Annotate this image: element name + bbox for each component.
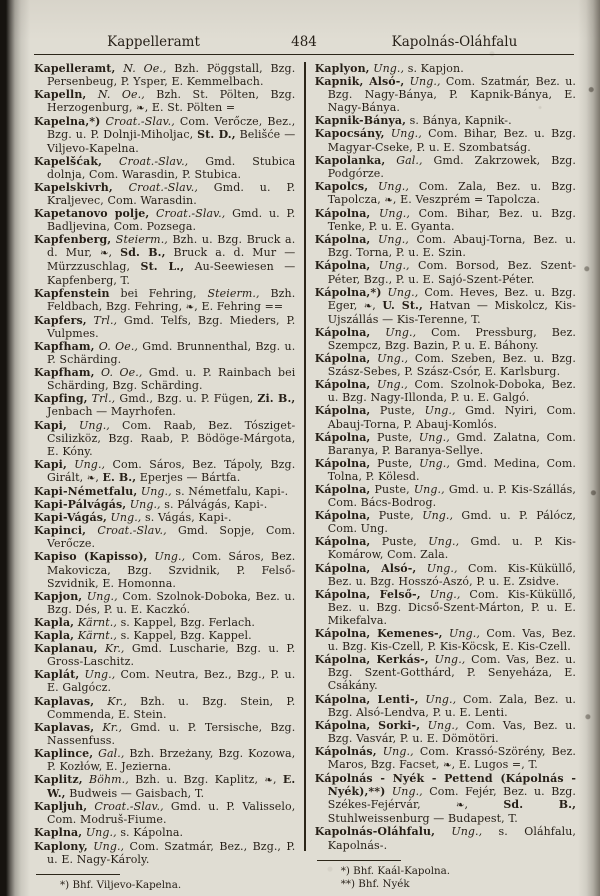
- entry-text-run: Ung.,: [413, 483, 445, 496]
- entry-text-run: s. Kapjon.: [404, 62, 464, 75]
- entry-text-run: Kaplyon,: [314, 62, 370, 75]
- gazetteer-entry: [315, 286, 576, 326]
- entry-text-run: Croat.-Slav.,: [102, 154, 189, 168]
- entry-text-run: Kapiso (Kapisso),: [34, 550, 148, 564]
- entry-text-run: Steierm.,: [111, 233, 168, 247]
- footnote: *) Bhf. Viljevo-Kapelna.: [60, 878, 182, 891]
- post-horn-icon: ❧: [456, 800, 465, 812]
- gazetteer-entry: [315, 378, 576, 404]
- entry-text-run: Ung.,: [369, 62, 405, 75]
- entry-text-run: N. Oe.,: [115, 62, 167, 75]
- gazetteer-entry: [315, 114, 576, 127]
- entry-text-run: Puste,: [370, 456, 420, 470]
- gazetteer-entry: [34, 524, 295, 550]
- entry-text-run: Com. Abauj-Torna, Bez. u. Bzg. Torna, P. u. E. Szin.: [327, 233, 577, 260]
- page-number: 484: [291, 34, 317, 50]
- entry-text-run: Ung.,: [376, 744, 414, 758]
- entry-text-run: Com. Krassó-Szörény, Bez. Maros, Bzg. Facset,: [327, 744, 577, 771]
- gazetteer-entry: [315, 562, 576, 588]
- entry-text-run: Bzh. Feldbach, Bzg. Fehring,: [47, 286, 296, 313]
- gazetteer-entry: [34, 498, 295, 511]
- gazetteer-entry: [34, 392, 295, 418]
- entry-text-run: Com. Szatmár, Bez. u. Bzg. Nagy-Bánya, P. Kapnik-Bánya, E. Nagy-Bánya.: [327, 75, 577, 115]
- entry-text-run: Kr.,: [94, 694, 127, 708]
- entry-text-run: , E. Fehring ==: [194, 299, 284, 313]
- entry-text-run: Kapla,: [34, 629, 75, 643]
- entry-text-run: Com. Vas, Bez. u. Bzg. Vasvár, P. u. E. Dömötöri.: [327, 718, 576, 745]
- entry-text-run: Ung.,: [368, 179, 409, 193]
- entry-text-run: Kapolanka,: [314, 153, 386, 167]
- entry-text-run: Puste,: [370, 509, 423, 523]
- entry-text-run: Kápolnás - Nyék - Pettend (Kápolnás - Nyék),**): [314, 772, 577, 799]
- entry-text-run: s. Vágás, Kapi-.: [141, 511, 232, 525]
- entry-text-run: Ung.,: [79, 668, 116, 682]
- entry-text-run: Gmd. u. P. Kraljevec, Com. Warasdin.: [47, 180, 296, 207]
- entry-text-run: Kápolna, Kerkás-,: [314, 653, 429, 667]
- entry-text-run: s. Pálvágás, Kapi-.: [160, 498, 268, 512]
- entry-text-run: Kr.,: [94, 720, 123, 734]
- entry-text-run: Eperjes — Bártfa.: [136, 470, 241, 484]
- gazetteer-entry: [315, 352, 576, 378]
- entry-text-run: Com. Zala, Bez. u. Bzg. Alsó-Lendva, P. u. E. Lenti.: [327, 692, 577, 719]
- entry-text-run: ,: [95, 470, 103, 484]
- post-horn-icon: ❧: [100, 248, 109, 260]
- entry-text-run: Kápolna,: [314, 509, 371, 523]
- entry-text-run: Budweis — Gaisbach, T.: [65, 787, 205, 801]
- entry-text-run: Ung.,: [418, 692, 457, 706]
- entry-text-run: Kapi-Pálvágás,: [34, 498, 127, 512]
- footnote: *) Bhf. Kaál-Kapolna.: [340, 864, 451, 877]
- entry-text-run: Ung.,: [106, 511, 142, 525]
- entry-text-run: O. Oe.,: [94, 366, 143, 380]
- entry-text-run: Bruck a. d. Mur — Mürzzuschlag,: [47, 246, 296, 274]
- entry-text-run: Gmd. u. P. Rainbach bei Schärding, Bzg. Schärding.: [47, 366, 296, 393]
- column-left: [34, 62, 296, 891]
- post-horn-icon: ❧: [363, 300, 373, 312]
- entry-text-run: ,: [464, 798, 504, 812]
- entry-text-run: Ung.,: [419, 456, 450, 470]
- entry-text-run: Ung.,: [137, 485, 172, 498]
- entry-text-run: Gmd. Luscharie, Bzg. u. P. Gross-Laschitz.: [47, 642, 296, 669]
- entry-text-run: Ung.,: [404, 75, 441, 89]
- gazetteer-entry: [34, 840, 295, 866]
- entry-text-run: Ung.,: [370, 259, 410, 273]
- entry-text-run: Ung.,: [428, 653, 466, 667]
- entry-text-run: ,: [108, 246, 121, 260]
- gazetteer-entry: [315, 404, 576, 430]
- gazetteer-entry: [34, 207, 295, 233]
- gazetteer-entry: [34, 458, 295, 485]
- entry-text-run: Steierm.,: [207, 286, 260, 300]
- gazetteer-entry: [34, 747, 295, 773]
- entry-text-run: Ung.,: [416, 561, 458, 575]
- entry-text-run: Gmd. u. P. Pálócz, Com. Ung.: [327, 509, 577, 536]
- gazetteer-entry: [34, 668, 295, 694]
- entry-text-run: Ung.,: [66, 418, 110, 432]
- entry-text-run: Kapelleramt,: [34, 62, 116, 75]
- gazetteer-entry: [315, 457, 576, 483]
- entry-text-run: Kapolcs,: [314, 179, 369, 193]
- entry-text-run: Kápolna, Alsó-,: [314, 561, 417, 575]
- entry-text-run: Bzh. Pöggstall, Bzg. Persenbeug, P. Ysper, E. Kemmelbach.: [47, 62, 296, 89]
- entry-text-run: Kärnt.,: [74, 629, 117, 643]
- entry-text-run: s. Oláhfalu, Kapolnás-.: [327, 825, 577, 852]
- entry-text-run: Bzh. u. Bzg. Kaplitz,: [128, 773, 265, 787]
- gazetteer-entry: [315, 62, 576, 75]
- entry-text-run: Ung.,: [82, 826, 117, 840]
- entry-text-run: Kapi-Németfalu,: [34, 485, 138, 498]
- gazetteer-entry: [34, 695, 295, 721]
- entry-text-run: Com. Szatmár, Bez., Bzg., P. u. E. Nagy-Károly.: [47, 839, 296, 866]
- entry-text-run: s. Németfalu, Kapi-.: [171, 485, 289, 498]
- entry-text-run: Ung.,: [370, 207, 410, 221]
- entry-text-run: Com. Verőcze, Bez., Bzg. u. P. Dolnji-Miholjac,: [47, 115, 296, 142]
- entry-text-run: Kapolnás-Oláhfalu,: [314, 825, 436, 839]
- entry-text-run: St. L.,: [140, 260, 185, 274]
- entry-text-run: Gmd., Bzg. u. P. Fügen,: [115, 392, 258, 406]
- entry-text-run: Puste,: [370, 430, 419, 444]
- post-horn-icon: ❧: [136, 103, 145, 115]
- column-right: [314, 62, 577, 890]
- entry-text-run: Gmd. Zakrzowek, Bzg. Podgórze.: [327, 153, 577, 180]
- entry-text-run: Gal.,: [93, 746, 125, 760]
- entry-text-run: Kaplince,: [34, 746, 94, 760]
- entry-text-run: Kápolnás,: [314, 744, 377, 758]
- gazetteer-entry: [315, 719, 576, 745]
- entry-text-run: U. St.,: [382, 298, 423, 312]
- entry-text-run: Gmd. Stubica dolnja, Com. Warasdin, P. Stubica.: [47, 154, 296, 181]
- entry-text-run: Kaplavas,: [34, 694, 95, 708]
- entry-text-run: Kápolna,: [314, 456, 371, 470]
- entry-text-run: Kapetanovo polje,: [34, 207, 150, 221]
- entry-text-run: Ung.,: [370, 352, 409, 366]
- entry-text-run: Kapnik-Bánya,: [314, 114, 407, 128]
- gazetteer-entry: [34, 721, 295, 747]
- entry-text-run: Com. Vas, Bez. u. Bzg. Szent-Gotthárd, P. Senyeháza, E. Csákány.: [327, 653, 577, 693]
- entry-text-run: Ung.,: [424, 404, 456, 418]
- entry-text-run: Ung.,: [420, 718, 459, 732]
- entry-text-run: Com. Sáros, Bez. Tápoly, Bzg. Girált,: [47, 457, 296, 484]
- entry-text-run: Gmd. Brunnenthal, Bzg. u. P. Schärding.: [47, 339, 296, 367]
- gazetteer-entry: [34, 340, 295, 366]
- gazetteer-entry: [34, 550, 295, 589]
- gazetteer-entry: [315, 75, 576, 114]
- entry-text-run: Kapfing,: [34, 392, 88, 406]
- entry-text-run: Gmd. u. P. Kis-Komárow, Com. Zala.: [327, 535, 576, 562]
- entry-text-run: Com. Zala, Bez. u. Bzg. Tapolcza,: [327, 179, 577, 206]
- entry-text-run: Com. Neutra, Bez., Bzg., P. u. E. Galgócz.: [47, 668, 296, 695]
- entry-text-run: Croat.-Slav.,: [100, 115, 175, 129]
- entry-text-run: Kápolna,*): [314, 285, 382, 299]
- entry-text-run: Sd. B.,: [120, 246, 166, 260]
- entry-text-run: ,: [272, 773, 283, 787]
- gazetteer-entry: [315, 154, 576, 180]
- entry-text-run: Croat.-Slav.,: [149, 207, 226, 221]
- entry-text-run: Com. Kis-Küküllő, Bez. u. Bzg. Dicső-Szent-Márton, P. u. E. Mikefalva.: [327, 587, 577, 627]
- entry-text-run: Ung.,: [370, 325, 417, 339]
- entry-text-run: Kr.,: [97, 642, 125, 656]
- entry-text-run: Com. Borsod, Bez. Szent-Péter, Bzg., P. u. E. Sajó-Szent-Péter.: [327, 259, 577, 286]
- entry-text-run: Ung.,: [442, 627, 480, 641]
- gazetteer-entry: [34, 181, 295, 207]
- entry-text-run: Ung.,: [370, 233, 409, 247]
- entry-text-run: Puste,: [370, 483, 414, 496]
- footnote-rule: [36, 874, 120, 875]
- entry-text-run: Com. Bihar, Bez. u. Bzg. Tenke, P. u. E. Gyanta.: [327, 207, 577, 234]
- gazetteer-entry: [315, 693, 576, 719]
- entry-text-run: O. Oe.,: [94, 339, 139, 353]
- gazetteer-entry: [34, 233, 295, 286]
- entry-text-run: Com. Szolnok-Doboka, Bez. u. Bzg. Dés, P. u. E. Kaczkó.: [47, 589, 296, 616]
- entry-text-run: s. Kápolna.: [116, 826, 184, 840]
- entry-text-run: Kápolna,: [314, 325, 371, 339]
- entry-text-run: Croat.-Slav.,: [112, 180, 198, 194]
- entry-text-run: Kápolna,: [314, 535, 371, 549]
- entry-text-run: ,: [372, 298, 383, 312]
- entry-text-run: Ung.,: [82, 589, 118, 603]
- entry-text-run: Kapelskivrh,: [34, 180, 113, 194]
- entry-text-run: Bzh. St. Pölten, Bzg. Herzogenburg,: [47, 88, 296, 115]
- entry-text-run: Jenbach — Mayrhofen.: [47, 405, 177, 419]
- entry-text-run: Gmd. u. P. Valisselo, Com. Modruš-Fiume.: [47, 800, 296, 827]
- gazetteer-entry: [34, 115, 295, 154]
- gazetteer-entry: [34, 314, 295, 340]
- entry-text-run: Gmd. Zalatna, Com. Baranya, P. Baranya-Sellye.: [327, 430, 577, 457]
- entry-text-run: Kápolna, Lenti-,: [314, 692, 419, 706]
- entry-text-run: E. W.,: [47, 773, 296, 801]
- entry-text-run: Kapi,: [34, 457, 67, 471]
- entry-text-run: Kapnik, Alsó-,: [314, 75, 405, 89]
- entry-text-run: Com. Heves, Bez. u. Bzg. Eger,: [327, 285, 576, 312]
- entry-text-run: Gmd. Nyiri, Com. Abauj-Torna, P. Abauj-Komlós.: [327, 404, 577, 431]
- entry-text-run: Gmd. u. P. Badljevina, Com. Pozsega.: [47, 207, 296, 234]
- entry-text-run: Kapelšćak,: [34, 154, 103, 168]
- entry-text-run: Kápolna,: [314, 233, 371, 247]
- gazetteer-entry: [315, 233, 576, 259]
- entry-text-run: Kaplitz,: [34, 773, 83, 787]
- entry-text-run: Com. Pressburg, Bez. Szempcz, Bzg. Bazin, P. u. E. Báhony.: [327, 325, 577, 352]
- gazetteer-entry: [315, 588, 576, 627]
- header-left-title: Kappelleramt: [107, 34, 200, 50]
- gazetteer-entry: [315, 535, 576, 561]
- gazetteer-entry: [315, 627, 576, 653]
- entry-text-run: Ung.,: [420, 587, 461, 601]
- entry-text-run: Zi. B.,: [257, 392, 296, 406]
- gazetteer-entry: [315, 653, 576, 692]
- gazetteer-entry: [34, 88, 295, 115]
- entry-text-run: Kaplony,: [34, 839, 88, 853]
- entry-text-run: Ung.,: [147, 550, 186, 564]
- entry-text-run: Gmd. u. P. Tersische, Bzg. Nassenfuss.: [47, 720, 296, 747]
- gazetteer-entry: [315, 431, 576, 457]
- post-horn-icon: ❧: [185, 301, 195, 313]
- entry-text-run: Com. Szolnok-Doboka, Bez. u. Bzg. Nagy-Illonda, P. u. E. Galgó.: [327, 378, 577, 405]
- entry-text-run: Ung.,: [66, 457, 106, 471]
- post-horn-icon: ❧: [384, 194, 393, 206]
- entry-text-run: Bzh. Brzeżany, Bzg. Kozowa, P. Kozłów, E. Jezierna.: [47, 746, 296, 773]
- gazetteer-entry: [34, 287, 295, 314]
- entry-text-run: Ung.,: [384, 127, 422, 141]
- entry-text-run: Belišće — Viljevo-Kapelna.: [47, 128, 296, 155]
- entry-text-run: Gmd. Telfs, Bzg. Mieders, P. Vulpmes.: [47, 313, 296, 340]
- entry-text-run: , E. Veszprém = Tapolcza.: [392, 192, 541, 206]
- entry-text-run: Ung.,: [370, 378, 408, 392]
- entry-text-run: Croat.-Slav.,: [86, 524, 167, 538]
- entry-text-run: Com. Fejér, Bez. u. Bzg. Székes-Fejérvár,: [327, 785, 577, 812]
- entry-text-run: Kapi-Vágás,: [34, 511, 107, 525]
- entry-text-run: Bzh. u. Bzg. Stein, P. Commenda, E. Stein.: [47, 694, 296, 721]
- post-horn-icon: ❧: [86, 472, 96, 484]
- entry-text-run: Com. Szeben, Bez. u. Bzg. Szász-Sebes, P. Szász-Csór, E. Karlsburg.: [327, 352, 577, 379]
- gazetteer-entry: [34, 155, 295, 181]
- entry-text-run: Kapocsány,: [314, 127, 385, 141]
- gazetteer-entry: [34, 826, 295, 839]
- text-columns: [0, 55, 600, 891]
- gazetteer-entry: [34, 590, 295, 616]
- entry-text-run: E. B.,: [102, 470, 137, 484]
- entry-text-run: Gmd. u. P. Kis-Szállás, Com. Bács-Bodrog.: [327, 483, 577, 510]
- entry-text-run: Kápolna, Sorki-,: [314, 718, 421, 732]
- gazetteer-entry: [315, 207, 576, 233]
- footnote-rule: [317, 860, 401, 861]
- entry-text-run: Ung.,: [422, 509, 454, 523]
- running-header: [0, 0, 600, 50]
- entry-text-run: Stuhlweissenburg — Budapest, T.: [327, 812, 518, 826]
- entry-text-run: Kapinci,: [34, 524, 87, 538]
- entry-text-run: Kapelln,: [34, 88, 87, 102]
- post-horn-icon: ❧: [443, 759, 452, 771]
- entry-text-run: Com. Sáros, Bez. Makovicza, Bzg. Szvidnik, P. Felső-Szvidnik, E. Homonna.: [47, 550, 296, 590]
- entry-text-run: Kápolna,: [314, 378, 371, 392]
- entry-text-run: Kapfham,: [34, 366, 95, 380]
- gazetteer-entry: [315, 509, 576, 535]
- entry-text-run: Com. Raab, Bez. Tósziget-Csilizköz, Bzg. Raab, P. Bödöge-Márgota, E. Kóny.: [47, 418, 296, 458]
- gazetteer-entry: [34, 511, 295, 524]
- entry-text-run: Kápolna, Felső-,: [314, 587, 421, 601]
- entry-text-run: Kápolna,: [314, 404, 371, 418]
- entry-text-run: Gmd. Sopje, Com. Verőcze.: [47, 524, 296, 551]
- entry-text-run: Kápolna,: [314, 352, 371, 366]
- entry-text-run: Au-Seewiesen — Kapfenberg, T.: [47, 260, 296, 287]
- gazetteer-entry: [315, 825, 576, 851]
- entry-text-run: Kapla,: [34, 615, 75, 629]
- gazetteer-entry: [34, 800, 295, 826]
- gazetteer-entry: [315, 127, 576, 153]
- entry-text-run: Kapljuh,: [34, 800, 88, 814]
- entry-text-run: s. Bánya, Kapnik-.: [406, 114, 512, 128]
- entry-text-run: Kápolna, Kemenes-,: [314, 627, 443, 641]
- gazetteer-entry: [34, 485, 295, 498]
- entry-text-run: Com. Vas, Bez. u. Bzg. Kis-Czell, P. Kis-Köcsk, E. Kis-Czell.: [327, 627, 577, 654]
- entry-text-run: Puste,: [370, 404, 425, 418]
- entry-text-run: Hatvan — Miskolcz, Kis-Ujszállás — Kis-Terenne, T.: [327, 298, 576, 326]
- entry-text-run: Puste,: [370, 535, 429, 549]
- gazetteer-entry: [315, 180, 576, 207]
- column-divider: [304, 62, 305, 851]
- entry-text-run: Croat.-Slav.,: [87, 800, 164, 814]
- entry-text-run: Kaplavas,: [34, 720, 95, 734]
- entry-text-run: Gmd. Medina, Com. Tolna, P. Kölesd.: [327, 456, 577, 483]
- gazetteer-entry: [315, 259, 576, 285]
- entry-text-run: Kapjon,: [34, 589, 83, 603]
- gazetteer-entry: [34, 642, 295, 668]
- entry-text-run: St. D.,: [197, 128, 236, 142]
- entry-text-run: Kápolna,: [314, 207, 371, 221]
- entry-text-run: Trl.,: [86, 313, 118, 327]
- entry-text-run: Ung.,: [418, 430, 450, 444]
- entry-text-run: Gal.,: [385, 153, 423, 167]
- entry-text-run: Bzh. u. Bzg. Bruck a. d. Mur,: [47, 233, 296, 260]
- gazetteer-entry: [34, 366, 295, 392]
- gazetteer-entry: [34, 62, 295, 88]
- gazetteer-entry: [34, 616, 295, 629]
- gazetteer-entry: [315, 745, 576, 772]
- gazetteer-entry: [315, 483, 576, 509]
- entry-text-run: Kapi,: [34, 418, 67, 432]
- entry-text-run: bei Fehring,: [109, 286, 208, 300]
- gazetteer-entry: [34, 419, 295, 458]
- entry-text-run: Kapfenberg,: [34, 233, 112, 247]
- entry-text-run: , E. Lugos =, T.: [451, 757, 538, 771]
- entry-text-run: s. Kappel, Bzg. Kappel.: [116, 629, 252, 643]
- entry-text-run: Kapfham,: [34, 339, 95, 353]
- gazetteer-entry: [34, 629, 295, 642]
- entry-text-run: s. Kappel, Bzg. Ferlach.: [116, 615, 256, 629]
- entry-text-run: Trl.,: [87, 392, 116, 406]
- gazetteer-entry: [315, 326, 576, 352]
- entry-text-run: Ung.,: [435, 825, 483, 839]
- entry-text-run: Kaplanau,: [34, 642, 98, 656]
- entry-text-run: Com. Bihar, Bez. u. Bzg. Magyar-Cseke, P. u. E. Szombatság.: [327, 127, 577, 154]
- entry-text-run: , E. St. Pölten =: [144, 101, 236, 115]
- entry-text-run: Ung.,: [87, 839, 125, 853]
- entry-text-run: Ung.,: [385, 785, 423, 799]
- entry-text-run: Ung.,: [381, 285, 419, 299]
- gazetteer-entry: [34, 773, 295, 800]
- entry-text-run: Kápolna,: [314, 259, 371, 273]
- entry-text-run: Kápolna,: [314, 483, 371, 496]
- entry-text-run: Kaplát,: [34, 668, 80, 682]
- entry-text-run: N. Oe.,: [86, 88, 145, 102]
- entry-text-run: Kapfenstein: [34, 286, 110, 300]
- footnote: **) Bhf. Nyék: [340, 877, 410, 890]
- entry-text-run: Kärnt.,: [74, 615, 117, 629]
- header-right-title: Kapolnás-Oláhfalu: [391, 34, 518, 50]
- post-horn-icon: ❧: [264, 775, 273, 787]
- entry-text-run: Com. Kis-Küküllő, Bez. u. Bzg. Hosszó-Aszó, P. u. E. Zsidve.: [327, 561, 576, 588]
- entry-text-run: Kaplna,: [34, 826, 83, 840]
- entry-text-run: Ung.,: [126, 498, 161, 512]
- entry-text-run: Böhm.,: [82, 773, 129, 787]
- entry-text-run: Sd. B.,: [503, 798, 577, 812]
- entry-text-run: Kápolna,: [314, 430, 371, 444]
- gazetteer-entry: [315, 772, 576, 825]
- entry-text-run: Ung.,: [428, 535, 460, 549]
- entry-text-run: Kapelna,*): [34, 115, 101, 129]
- entry-text-run: Kapfers,: [34, 313, 87, 327]
